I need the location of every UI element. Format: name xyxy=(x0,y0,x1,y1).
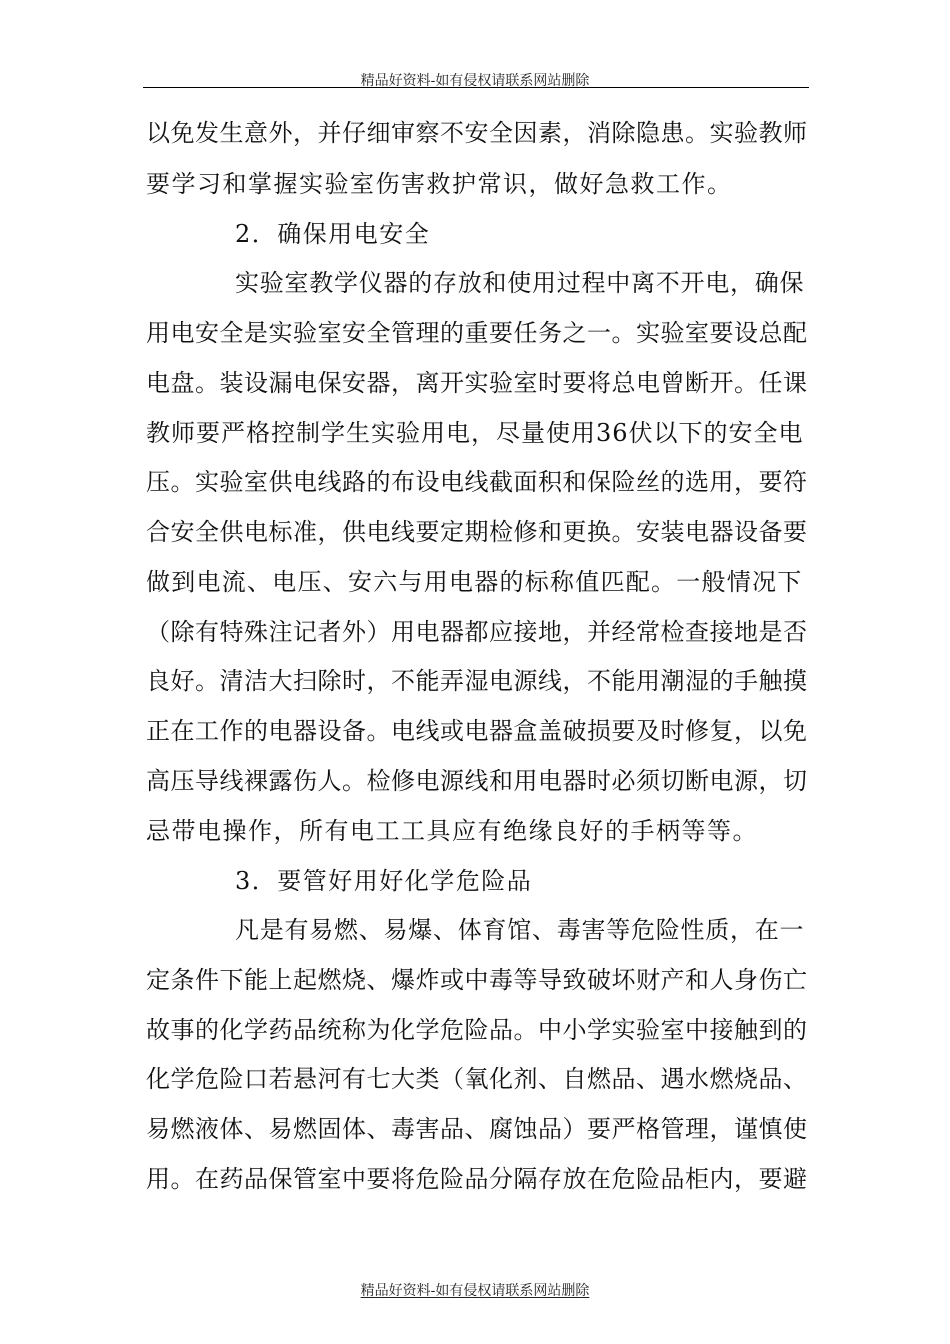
text-line: （除有特殊注记者外）用电器都应接地，并经常检查接地是否 xyxy=(146,618,808,646)
text-line: 做到电流、电压、安六与用电器的标称值匹配。一般情况下 xyxy=(146,568,803,596)
page-footer: 精品好资料-如有侵权请联系网站删除 xyxy=(360,1283,590,1299)
text-line: 以免发生意外，并仔细审察不安全因素，消除隐患。实验教师 xyxy=(146,119,808,147)
text-line: 用。在药品保管室中要将危险品分隔存放在危险品柜内，要避 xyxy=(146,1165,808,1193)
paragraph-start: 凡是有易燃、易爆、体育馆、毒害等危险性质，在一 xyxy=(235,916,805,944)
text-line: 化学危险口若悬河有七大类（氧化剂、自燃品、遇水燃烧品、 xyxy=(146,1065,808,1093)
text-line: 定条件下能上起燃烧、爆炸或中毒等导致破坏财产和人身伤亡 xyxy=(146,966,808,994)
text-line: 教师要严格控制学生实验用电，尽量使用36伏以下的安全电 xyxy=(146,419,804,447)
text-line: 良好。清洁大扫除时，不能弄湿电源线，不能用潮湿的手触摸 xyxy=(146,667,808,695)
section-heading: 2．确保用电安全 xyxy=(235,220,431,248)
header-divider xyxy=(143,87,809,88)
text-line: 电盘。装设漏电保安器，离开实验室时要将总电曾断开。任课 xyxy=(146,369,808,397)
text-line: 易燃液体、易燃固体、毒害品、腐蚀品）要严格管理，谨慎使 xyxy=(146,1115,808,1143)
text-line: 忌带电操作，所有电工工具应有绝缘良好的手柄等等。 xyxy=(146,817,758,845)
text-line: 高压导线裸露伤人。检修电源线和用电器时必须切断电源，切 xyxy=(146,767,808,795)
text-line: 故事的化学药品统称为化学危险品。中小学实验室中接触到的 xyxy=(146,1016,808,1044)
text-line: 用电安全是实验室安全管理的重要任务之一。实验室要设总配 xyxy=(146,319,808,347)
section-heading: 3．要管好用好化学危险品 xyxy=(235,867,533,895)
paragraph-start: 实验室教学仪器的存放和使用过程中离不开电，确保 xyxy=(235,269,805,297)
text-line: 要学习和掌握实验室伤害救护常识，做好急救工作。 xyxy=(146,170,733,198)
page-header: 精品好资料-如有侵权请联系网站删除 xyxy=(360,73,590,89)
text-line: 压。实验室供电线路的布设电线截面积和保险丝的选用，要符 xyxy=(146,468,808,496)
text-line: 正在工作的电器设备。电线或电器盒盖破损要及时修复，以免 xyxy=(146,717,808,745)
text-line: 合安全供电标准，供电线要定期检修和更换。安装电器设备要 xyxy=(146,518,808,546)
